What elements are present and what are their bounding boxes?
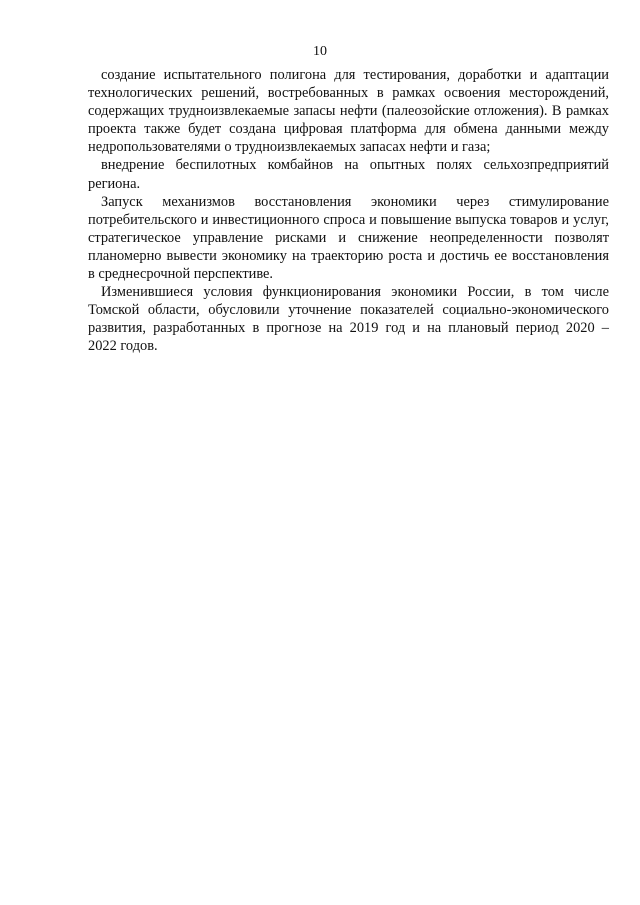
text-line: в среднесрочной перспективе. bbox=[88, 266, 274, 283]
document-body bbox=[88, 66, 609, 356]
text-line: недропользователями о трудноизвлекаемых запасах нефти и газа; bbox=[88, 139, 491, 156]
page-number: 10 bbox=[313, 44, 327, 59]
text-line: технологических решений, востребованных в рамках освоения месторождений, bbox=[88, 85, 609, 102]
text-line: внедрение беспилотных комбайнов на опытных полях сельхозпредприятий bbox=[101, 157, 609, 174]
text-line: создание испытательного полигона для тестирования, доработки и адаптации bbox=[101, 67, 609, 83]
paragraph bbox=[88, 66, 609, 156]
text-line: региона. bbox=[88, 175, 141, 192]
text-line: Запуск механизмов восстановления экономики через стимулирование bbox=[101, 193, 609, 210]
paragraph bbox=[88, 156, 609, 192]
text-line: потребительского и инвестиционного спроса и повышение выпуска товаров и услуг, bbox=[88, 211, 609, 228]
text-line: стратегическое управление рисками и снижение неопределенности позволят bbox=[88, 229, 609, 246]
text-line: 2022 годов. bbox=[88, 338, 158, 355]
paragraph bbox=[88, 193, 609, 283]
text-line: Изменившиеся условия функционирования экономики России, в том числе bbox=[101, 284, 609, 301]
text-line: проекта также будет создана цифровая платформа для обмена данными между bbox=[88, 121, 609, 138]
text-line: Томской области, обусловили уточнение показателей социально-экономического bbox=[88, 302, 609, 319]
text-line: планомерно вывести экономику на траекторию роста и достичь ее восстановления bbox=[88, 247, 609, 264]
text-line: содержащих трудноизвлекаемые запасы нефти (палеозойские отложения). В рамках bbox=[88, 103, 609, 120]
paragraph bbox=[88, 283, 609, 355]
text-line: развития, разработанных в прогнозе на 2019 год и на плановый период 2020 – bbox=[88, 320, 609, 337]
